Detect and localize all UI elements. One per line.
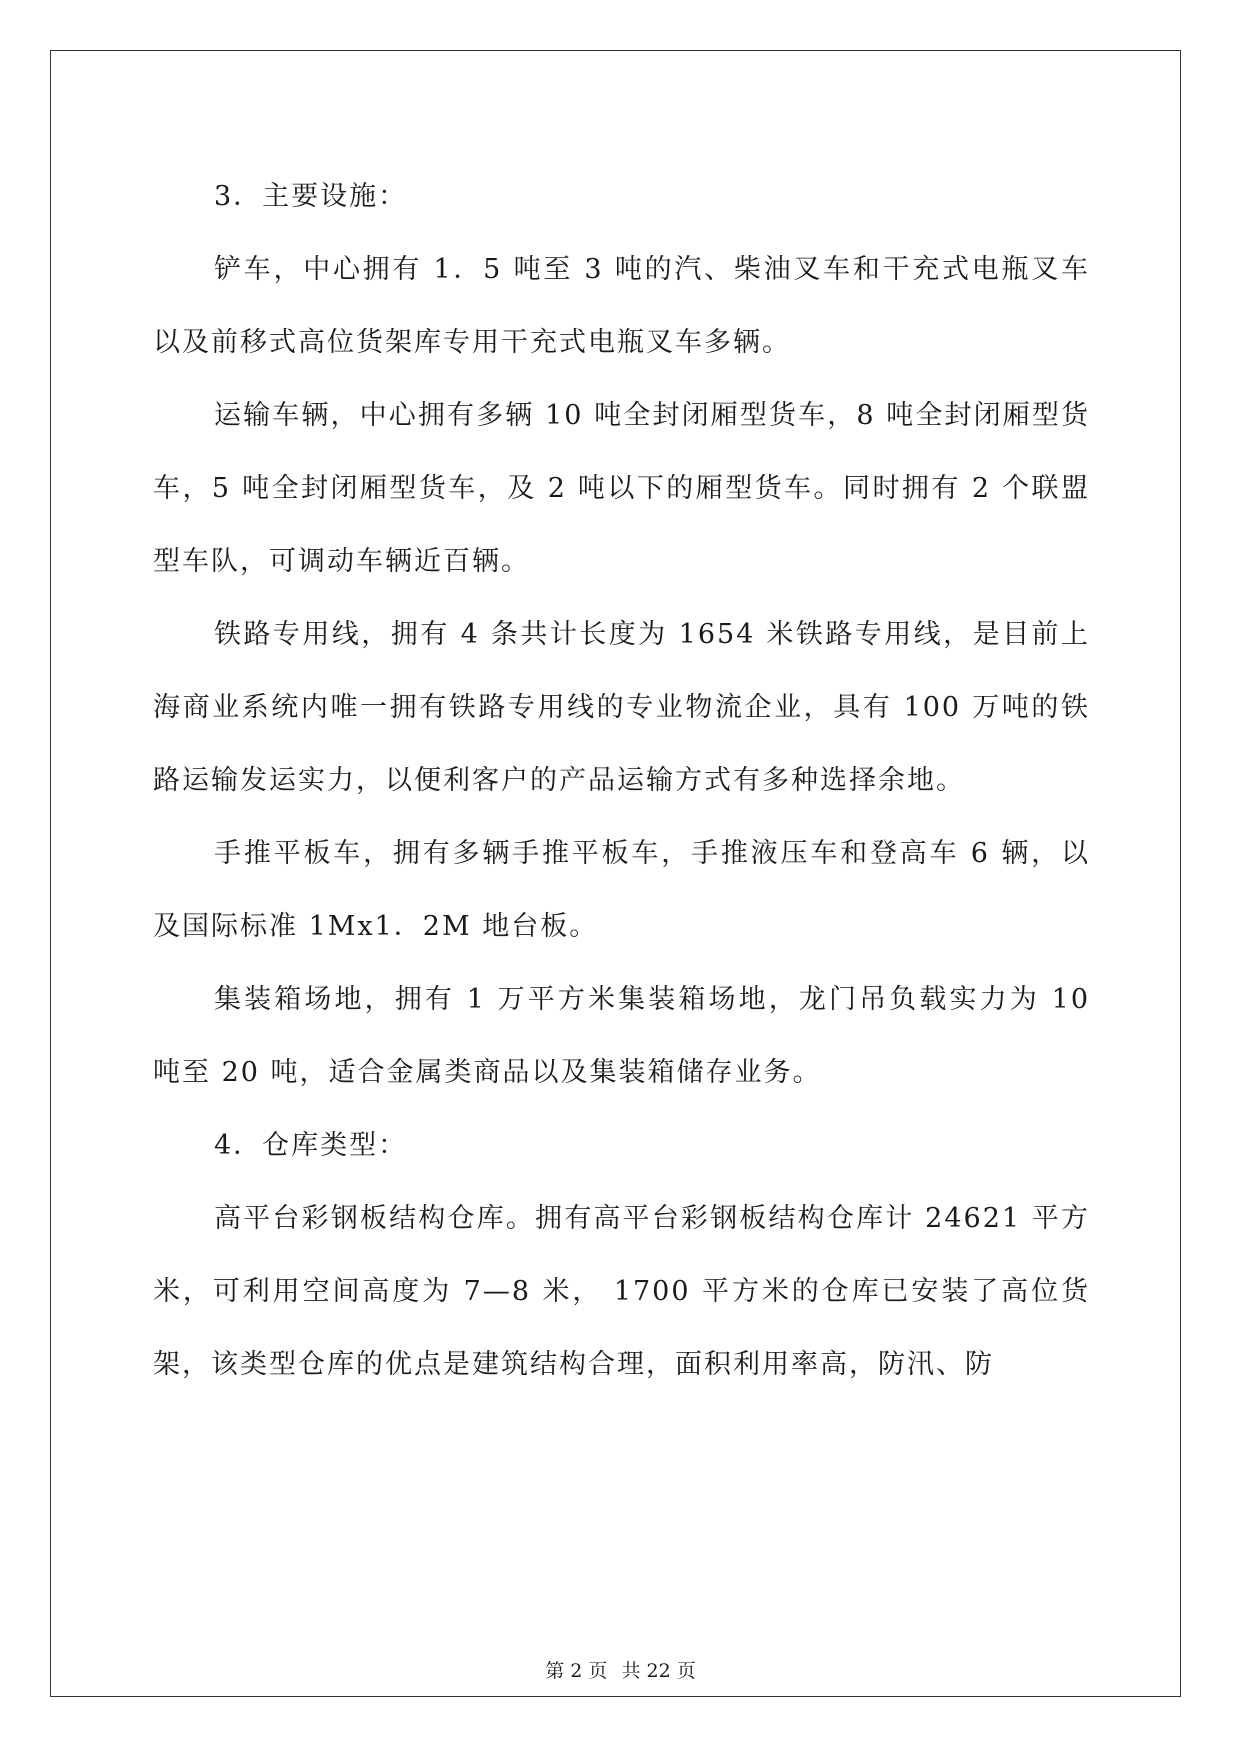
paragraph-hand-carts: 手推平板车，拥有多辆手推平板车，手推液压车和登高车 6 辆，以及国际标准 1Mx1．2M 地台板。	[153, 838, 1090, 942]
page-total: 共 22 页	[621, 1660, 696, 1682]
page-number: 第 2 页	[545, 1660, 608, 1682]
paragraph-container-yard: 集装箱场地，拥有 1 万平方米集装箱场地，龙门吊负载实力为 10 吨至 20 吨，适合金属类商品以及集装箱储存业务。	[153, 984, 1090, 1088]
document-body	[153, 160, 1090, 1401]
paragraph-transport-vehicles: 运输车辆，中心拥有多辆 10 吨全封闭厢型货车，8 吨全封闭厢型货车，5 吨全封闭厢型货车，及 2 吨以下的厢型货车。同时拥有 2 个联盟型车队，可调动车辆近百辆。	[153, 400, 1090, 577]
section-heading-warehouse-types: 4．仓库类型：	[214, 1130, 408, 1161]
page-footer	[0, 1656, 1241, 1683]
paragraph-forklifts: 铲车，中心拥有 1．5 吨至 3 吨的汽、柴油叉车和干充式电瓶叉车以及前移式高位货架库专用干充式电瓶叉车多辆。	[153, 254, 1090, 358]
paragraph-railway: 铁路专用线，拥有 4 条共计长度为 1654 米铁路专用线，是目前上海商业系统内唯一拥有铁路专用线的专业物流企业，具有 100 万吨的铁路运输发运实力，以便利客户的产品运输方式有多种选择余地。	[153, 619, 1090, 796]
section-heading-facilities: 3．主要设施：	[214, 181, 408, 212]
paragraph-steel-warehouse: 高平台彩钢板结构仓库。拥有高平台彩钢板结构仓库计 24621 平方米，可利用空间高度为 7—8 米， 1700 平方米的仓库已安装了高位货架，该类型仓库的优点是建筑结构合理，面积利用率高，防汛、防	[153, 1203, 1090, 1380]
